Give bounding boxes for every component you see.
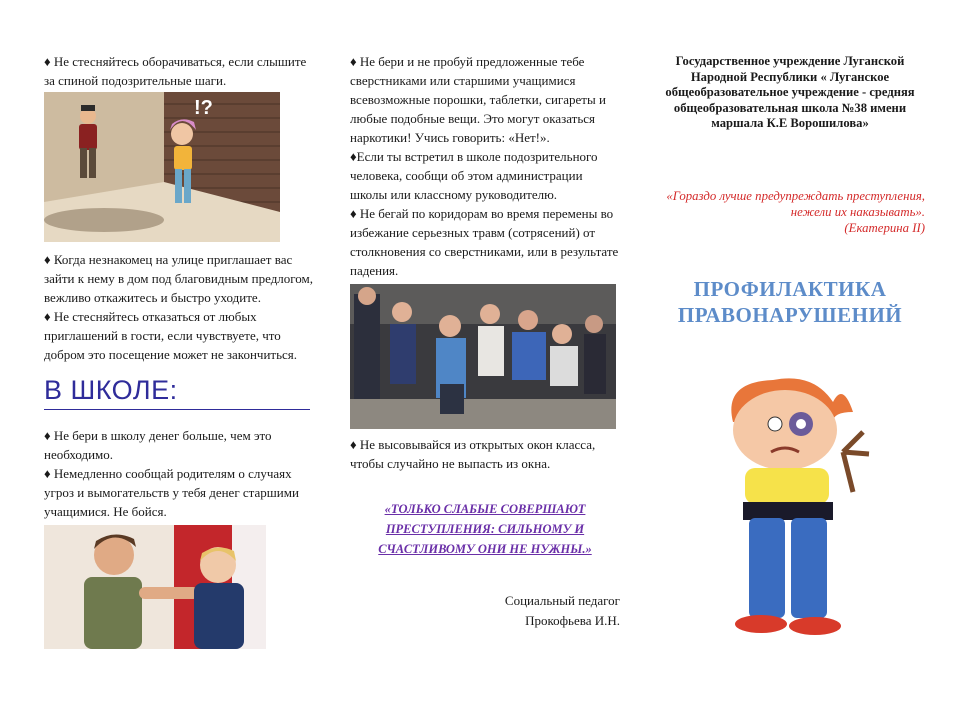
bullying-photo [44, 525, 266, 649]
tip-look-back: ♦ Не стесняйтесь оборачиваться, если слышите за спиной подозрительные шаги. [44, 54, 307, 88]
motto-quote: «ТОЛЬКО СЛАБЫЕ СОВЕРШАЮТ ПРЕСТУПЛЕНИЯ: СИЛЬНОМУ И СЧАСТЛИВОМУ ОНИ НЕ НУЖНЫ.» [378, 502, 592, 556]
right-column [655, 52, 925, 652]
street-danger-illustration [44, 92, 280, 242]
brochure-title: ПРОФИЛАКТИКА ПРАВОНАРУШЕНИЙ [677, 276, 903, 327]
tip-windows: ♦ Не высовывайся из открытых окон класса, чтобы случайно не выпасть из окна. [350, 437, 596, 471]
tip-suspicious-person: ♦Если ты встретил в школе подозрительного человека, сообщи об этом администрации школы или классному руководителю. [350, 149, 598, 202]
left-column [44, 52, 314, 649]
cartoon-boy-illustration [693, 372, 893, 652]
tip-report-threats: ♦ Немедленно сообщай родителям о случаях угроз и вымогательств у тебя денег старшими учащимися. Не бойся. [44, 466, 299, 519]
signature-role: Социальный педагог [504, 593, 620, 608]
tip-money: ♦ Не бери в школу денег больше, чем это необходимо. [44, 428, 272, 462]
tip-no-running: ♦ Не бегай по коридорам во время перемены во избежание серьезных травм (сотрясений) от столкновения со сверстниками, или в результате падения. [350, 206, 619, 278]
tip-stranger-invite: ♦ Когда незнакомец на улице приглашает вас зайти к нему в дом под благовидным предлогом, вежливо откажитесь и быстро уходите. [44, 252, 314, 305]
epigraph-author: (Екатерина II) [844, 220, 925, 235]
middle-column [350, 52, 620, 631]
tip-refuse-invitations: ♦ Не стесняйтесь отказаться от любых приглашений в гости, если чувствуете, что добром это посещение может не закончиться. [44, 309, 298, 362]
epigraph: «Гораздо лучше предупреждать преступления, нежели их наказывать». [666, 188, 925, 219]
school-fight-photo [350, 284, 616, 429]
signature-name: Прокофьева И.Н. [525, 613, 620, 628]
organization-name: Государственное учреждение Луганской Народной Республики « Луганское общеобразовательное учреждение - средняя общеобразовательная школа №38 имени маршала К.Е Ворошилова» [665, 54, 915, 130]
surprise-mark: !? [194, 97, 213, 119]
tip-no-drugs: ♦ Не бери и не пробуй предложенные тебе сверстниками или старшими учащимися всевозможные порошки, таблетки, сигареты и любые подобные вещи. Это могут оказаться наркотики! Учись говорить: «Нет!». [350, 54, 606, 145]
section-title-school: В ШКОЛЕ: [44, 374, 310, 410]
